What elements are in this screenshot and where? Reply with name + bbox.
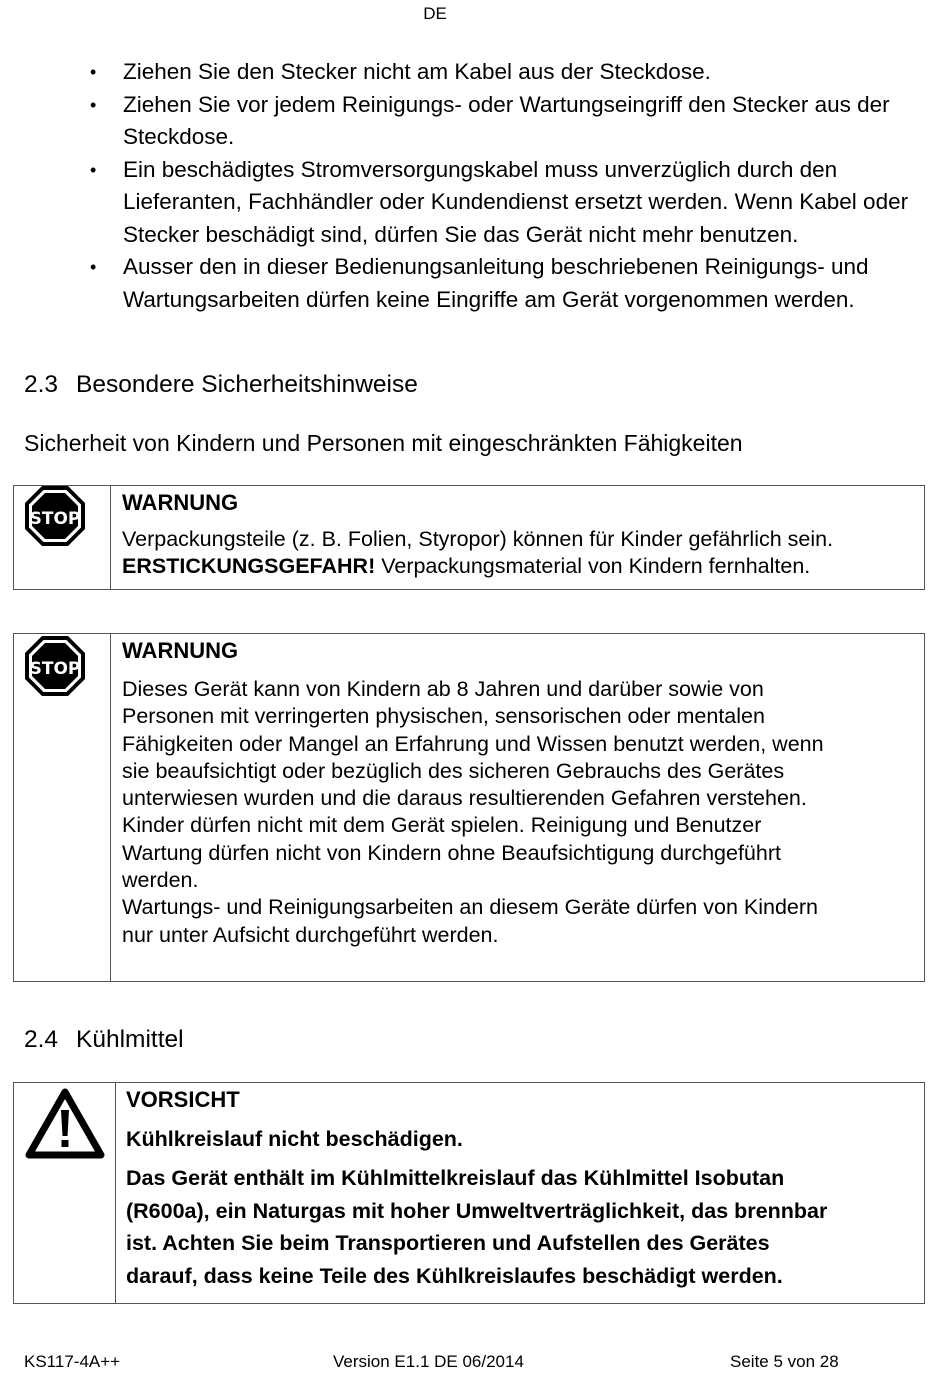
list-item: • Ziehen Sie vor jedem Reinigungs- oder Wartungseingriff den Stecker aus der Steckdose. bbox=[90, 89, 920, 154]
caution-body bbox=[126, 1162, 918, 1293]
footer-version: Version E1.1 DE 06/2014 bbox=[333, 1352, 524, 1371]
warning-icon-cell bbox=[14, 486, 111, 589]
warning-icon-cell bbox=[14, 634, 111, 981]
safety-bullet-list bbox=[90, 56, 920, 316]
warning-title: WARNUNG bbox=[122, 638, 239, 663]
warning-line: werden. bbox=[122, 868, 199, 893]
warning-title: WARNUNG bbox=[122, 490, 239, 515]
warning-text-cell bbox=[122, 486, 918, 581]
warning-line: Fähigkeiten oder Mangel an Erfahrung und Wissen benutzt werden, wenn bbox=[122, 731, 824, 756]
section-heading-2-3 bbox=[24, 371, 418, 399]
warning-line: Wartungs- und Reinigungsarbeiten an diesem Geräte dürfen von Kindern bbox=[122, 895, 818, 920]
svg-text:STOP: STOP bbox=[29, 659, 81, 679]
warning-triangle-icon bbox=[25, 1088, 105, 1160]
list-item: • Ausser den in dieser Bedienungsanleitung beschriebenen Reinigungs- und Wartungsarbeiten dürfen keine Eingriffe am Gerät vorgenommen werden. bbox=[90, 251, 920, 316]
warning-body bbox=[122, 526, 918, 581]
warning-line: nur unter Aufsicht durchgeführt werden. bbox=[122, 922, 499, 947]
warning-line: Kinder dürfen nicht mit dem Gerät spielen. Reinigung und Benutzer bbox=[122, 813, 762, 838]
caution-icon-cell bbox=[14, 1083, 116, 1303]
warning-box-packaging bbox=[13, 485, 925, 590]
svg-text:STOP: STOP bbox=[29, 509, 81, 529]
warning-line: Verpackungsmaterial von Kindern fernhalten. bbox=[375, 554, 811, 579]
warning-line: Dieses Gerät kann von Kindern ab 8 Jahren und darüber sowie von bbox=[122, 677, 764, 701]
list-item: • Ein beschädigtes Stromversorgungskabel muss unverzüglich durch den Lieferanten, Fachhändler oder Kundendienst ersetzt werden. Wenn Kabel oder Stecker beschädigt sind, dürfen Sie das Gerät nicht mehr benutzen. bbox=[90, 154, 920, 252]
stop-sign-icon bbox=[24, 485, 86, 547]
warning-line: unterwiesen wurden und die daraus resultierenden Gefahren verstehen. bbox=[122, 786, 807, 811]
list-item: • Ziehen Sie den Stecker nicht am Kabel aus der Steckdose. bbox=[90, 56, 920, 89]
warning-line: Personen mit verringerten physischen, sensorischen oder mentalen bbox=[122, 704, 765, 729]
section-number: 2.4 bbox=[24, 1026, 59, 1053]
warning-line: Verpackungsteile (z. B. Folien, Styropor) können für Kinder gefährlich sein. bbox=[122, 527, 834, 551]
warning-emphasis: ERSTICKUNGSGEFAHR! bbox=[122, 554, 376, 579]
caution-line: ist. Achten Sie beim Transportieren und Aufstellen des Gerätes bbox=[126, 1231, 770, 1256]
stop-sign-icon bbox=[24, 635, 86, 697]
footer-model: KS117-4A++ bbox=[24, 1352, 121, 1371]
section-heading-2-4 bbox=[24, 1026, 184, 1054]
section-number: 2.3 bbox=[24, 371, 59, 398]
caution-line: darauf, dass keine Teile des Kühlkreislaufes beschädigt werden. bbox=[126, 1264, 783, 1289]
caution-line: Das Gerät enthält im Kühlmittelkreislauf das Kühlmittel Isobutan bbox=[126, 1166, 785, 1190]
warning-line: Wartung dürfen nicht von Kindern ohne Beaufsichtigung durchgeführt bbox=[122, 840, 781, 865]
caution-text-cell bbox=[126, 1083, 918, 1293]
section-title: Besondere Sicherheitshinweise bbox=[76, 371, 418, 398]
caution-headline: Kühlkreislauf nicht beschädigen. bbox=[126, 1127, 463, 1151]
page-language-header: DE bbox=[423, 4, 447, 23]
section-title: Kühlmittel bbox=[76, 1026, 184, 1053]
caution-title: VORSICHT bbox=[126, 1087, 240, 1112]
warning-text-cell bbox=[122, 634, 918, 949]
warning-box-children bbox=[13, 633, 925, 982]
caution-line: (R600a), ein Naturgas mit hoher Umweltverträglichkeit, das brennbar bbox=[126, 1198, 828, 1223]
warning-body bbox=[122, 676, 918, 949]
footer-page-number: Seite 5 von 28 bbox=[730, 1352, 839, 1371]
section-subtitle: Sicherheit von Kindern und Personen mit eingeschränkten Fähigkeiten bbox=[24, 430, 743, 456]
warning-line: sie beaufsichtigt oder bezüglich des sicheren Gebrauchs des Gerätes bbox=[122, 758, 785, 783]
caution-box-coolant bbox=[13, 1082, 925, 1304]
